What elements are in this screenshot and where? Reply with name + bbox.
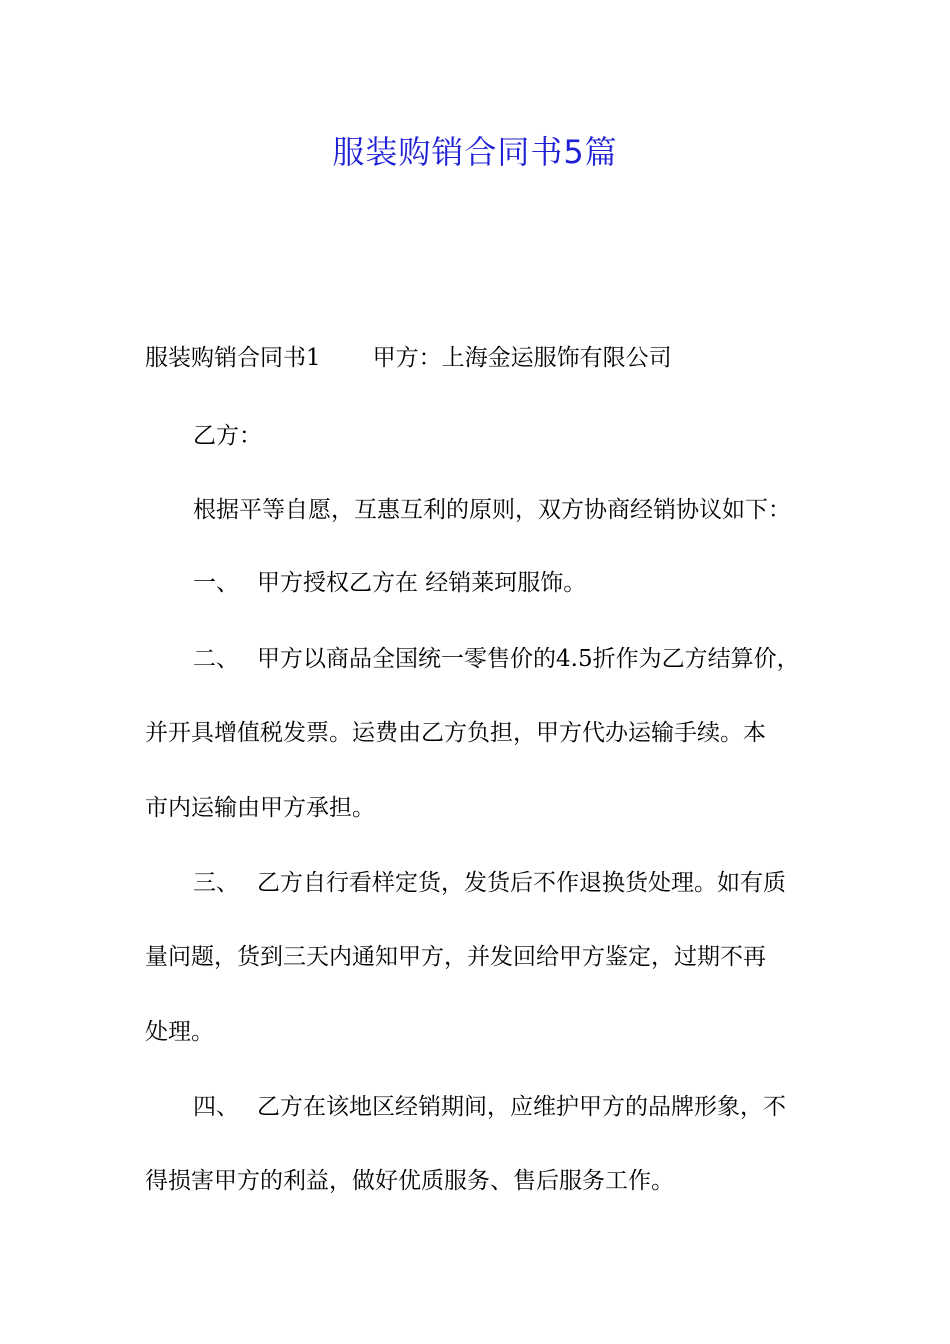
clause-2-line-1 — [193, 644, 800, 674]
clause-3-line-2: 量问题，货到三天内通知甲方，并发回给甲方鉴定，过期不再 — [145, 944, 766, 970]
contract-label: 服装购销合同书1 — [145, 345, 321, 371]
clause-4-line-1 — [193, 1092, 786, 1122]
clause-4-text: 乙方在该地区经销期间，应维护甲方的品牌形象，不 — [257, 1094, 786, 1120]
intro-paragraph: 根据平等自愿，互惠互利的原则，双方协商经销协议如下： — [193, 497, 791, 523]
party-a: 甲方：上海金运服饰有限公司 — [372, 345, 672, 371]
header-line — [145, 343, 672, 373]
party-b: 乙方： — [193, 423, 262, 449]
document-title: 服装购销合同书5篇 — [332, 133, 618, 171]
clause-1-text: 甲方授权乙方在 经销莱珂服饰。 — [257, 570, 587, 596]
clause-3-line-1 — [193, 868, 786, 898]
clause-2-line-2: 并开具增值税发票。运费由乙方负担，甲方代办运输手续。本 — [145, 720, 766, 746]
clause-2-line-3: 市内运输由甲方承担。 — [145, 795, 375, 821]
clause-4-line-2: 得损害甲方的利益，做好优质服务、售后服务工作。 — [145, 1168, 674, 1194]
clause-3-line-3: 处理。 — [145, 1019, 214, 1045]
clause-1-line-1 — [193, 568, 586, 598]
clause-2-number: 二、 — [193, 646, 239, 672]
clause-3-number: 三、 — [193, 870, 239, 896]
clause-2-text: 甲方以商品全国统一零售价的4.5折作为乙方结算价， — [257, 646, 800, 672]
clause-3-text: 乙方自行看样定货，发货后不作退换货处理。如有质 — [257, 870, 786, 896]
clause-4-number: 四、 — [193, 1094, 239, 1120]
clause-1-number: 一、 — [193, 570, 239, 596]
